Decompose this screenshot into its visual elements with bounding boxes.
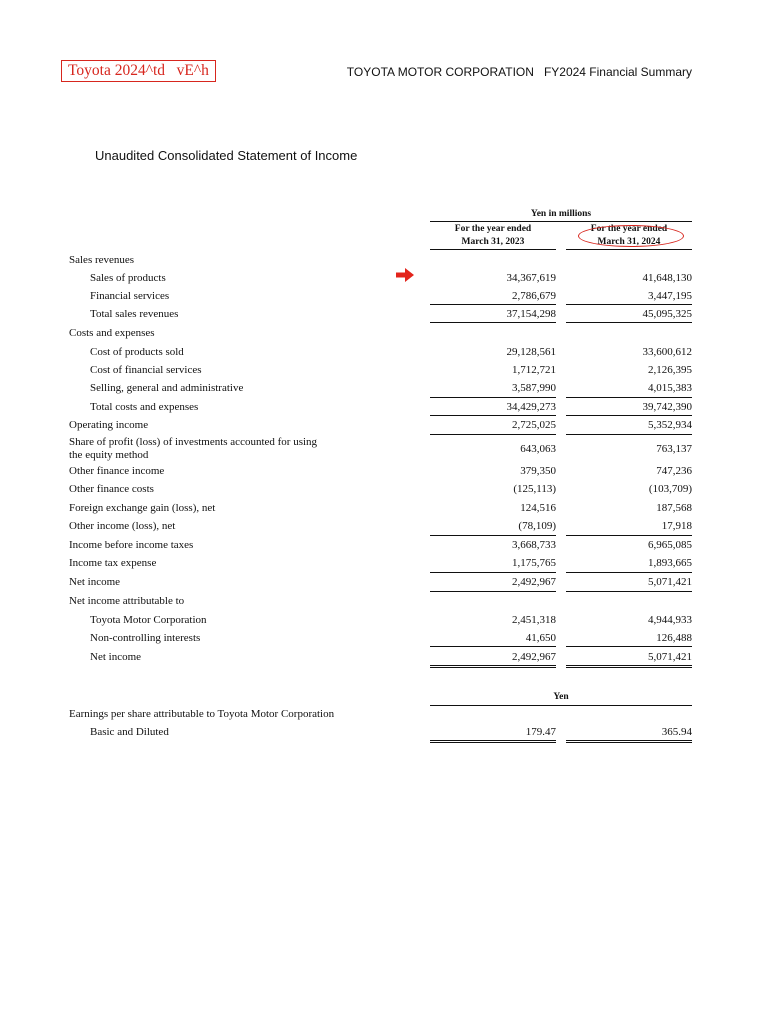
row-label: Income before income taxes — [69, 539, 194, 551]
unit-label: Yen in millions — [530, 209, 592, 219]
table-row — [0, 479, 768, 498]
value-fy2023: 1,712,721 — [512, 364, 556, 376]
value-fy2024: 6,965,085 — [648, 539, 692, 551]
table-row — [0, 535, 768, 554]
row-label: Other income (loss), net — [69, 520, 176, 532]
row-label: Operating income — [69, 419, 149, 431]
row-label: Cost of products sold — [90, 346, 184, 358]
table-row — [0, 268, 768, 287]
row-label: Income tax expense — [69, 557, 157, 569]
row-label: Share of profit (loss) of investments accounted for using the equity method — [69, 436, 318, 461]
grand-total-rule — [566, 740, 692, 743]
table-row — [0, 436, 768, 461]
row-label: Non-controlling interests — [90, 632, 201, 644]
subtotal-rule — [566, 434, 692, 435]
value-fy2024: 747,236 — [656, 465, 692, 477]
table-row — [0, 647, 768, 666]
value-fy2023: 124,516 — [520, 502, 556, 514]
row-label: Other finance income — [69, 465, 165, 477]
row-label: Costs and expenses — [69, 327, 155, 339]
highlight-ellipse — [578, 225, 684, 247]
value-fy2024: 763,137 — [656, 443, 692, 455]
value-fy2024: 33,600,612 — [642, 346, 692, 358]
eps-heading: Earnings per share attributable to Toyota Motor Corporation — [69, 708, 335, 720]
value-fy2023: 34,429,273 — [506, 401, 556, 413]
value-fy2024: 3,447,195 — [648, 290, 692, 302]
row-label: Total costs and expenses — [90, 401, 199, 413]
table-row — [0, 498, 768, 517]
eps-unit-label: Yen — [553, 692, 569, 702]
value-fy2024: 5,071,421 — [648, 651, 692, 663]
value-fy2024: 1,893,665 — [648, 557, 692, 569]
value-fy2023: 41,650 — [525, 632, 556, 644]
value-fy2023: 1,175,765 — [512, 557, 556, 569]
value-fy2023: 2,725,025 — [512, 419, 556, 431]
value-fy2023: (78,109) — [518, 520, 556, 532]
table-row — [0, 572, 768, 591]
table-row — [0, 250, 768, 269]
table-row — [0, 516, 768, 535]
value-fy2024: 2,126,395 — [648, 364, 692, 376]
stamp-annotation: Toyota 2024^td vE^h — [61, 60, 216, 82]
table-row — [0, 286, 768, 305]
value-fy2024: (103,709) — [648, 483, 692, 495]
value-fy2023: 37,154,298 — [506, 308, 556, 320]
table-row — [0, 722, 768, 741]
table-row — [0, 628, 768, 647]
table-row — [0, 397, 768, 416]
row-label: Sales revenues — [69, 254, 135, 266]
table-row — [0, 610, 768, 629]
value-fy2023: 2,786,679 — [512, 290, 556, 302]
grand-total-rule — [566, 665, 692, 668]
row-label: Net income — [90, 651, 142, 663]
column-header-fy2024: For the year ended March 31, 2024 — [590, 224, 668, 247]
value-fy2024: 187,568 — [656, 502, 692, 514]
row-label: Other finance costs — [69, 483, 154, 495]
table-row — [0, 360, 768, 379]
table-row — [0, 342, 768, 361]
value-fy2023: 2,451,318 — [512, 614, 556, 626]
column-header-fy2023: For the year ended March 31, 2023 — [454, 224, 532, 247]
row-label: Financial services — [90, 290, 170, 302]
value-fy2024: 5,352,934 — [648, 419, 692, 431]
grand-total-rule — [430, 665, 556, 668]
value-fy2023: 379,350 — [520, 465, 556, 477]
table-row — [0, 461, 768, 480]
row-label: Net income — [69, 576, 121, 588]
value-fy2023: 3,587,990 — [512, 382, 556, 394]
value-fy2024: 4,944,933 — [648, 614, 692, 626]
value-fy2024: 41,648,130 — [642, 272, 692, 284]
row-label: Total sales revenues — [90, 308, 179, 320]
unit-rule — [430, 221, 692, 222]
table-row — [0, 323, 768, 342]
company-name: TOYOTA MOTOR CORPORATION — [346, 65, 534, 79]
table-row — [0, 704, 768, 723]
table-row — [0, 378, 768, 397]
table-row — [0, 304, 768, 323]
row-label: Toyota Motor Corporation — [90, 614, 207, 626]
row-label: Cost of financial services — [90, 364, 202, 376]
value-fy2023: 2,492,967 — [512, 576, 556, 588]
value-fy2024: 4,015,383 — [648, 382, 692, 394]
row-label: Basic and Diluted — [90, 726, 169, 738]
value-fy2023: (125,113) — [513, 483, 556, 495]
row-label: Net income attributable to — [69, 595, 185, 607]
value-fy2024: 365.94 — [661, 726, 692, 738]
value-fy2024: 5,071,421 — [648, 576, 692, 588]
value-fy2023: 34,367,619 — [506, 272, 556, 284]
report-name: FY2024 Financial Summary — [543, 65, 692, 79]
table-row — [0, 553, 768, 572]
value-fy2023: 29,128,561 — [506, 346, 556, 358]
row-label: Foreign exchange gain (loss), net — [69, 502, 216, 514]
value-fy2023: 179.47 — [525, 726, 556, 738]
value-fy2023: 2,492,967 — [512, 651, 556, 663]
value-fy2024: 17,918 — [661, 520, 692, 532]
subtotal-rule — [430, 434, 556, 435]
value-fy2024: 126,488 — [656, 632, 692, 644]
document-header — [347, 65, 692, 79]
grand-total-rule — [430, 740, 556, 743]
value-fy2024: 39,742,390 — [642, 401, 692, 413]
row-label: Sales of products — [90, 272, 166, 284]
value-fy2023: 643,063 — [520, 443, 556, 455]
table-row — [0, 591, 768, 610]
value-fy2024: 45,095,325 — [642, 308, 692, 320]
value-fy2023: 3,668,733 — [512, 539, 556, 551]
row-label: Selling, general and administrative — [90, 382, 244, 394]
page-title: Unaudited Consolidated Statement of Income — [95, 148, 358, 163]
table-row — [0, 415, 768, 434]
